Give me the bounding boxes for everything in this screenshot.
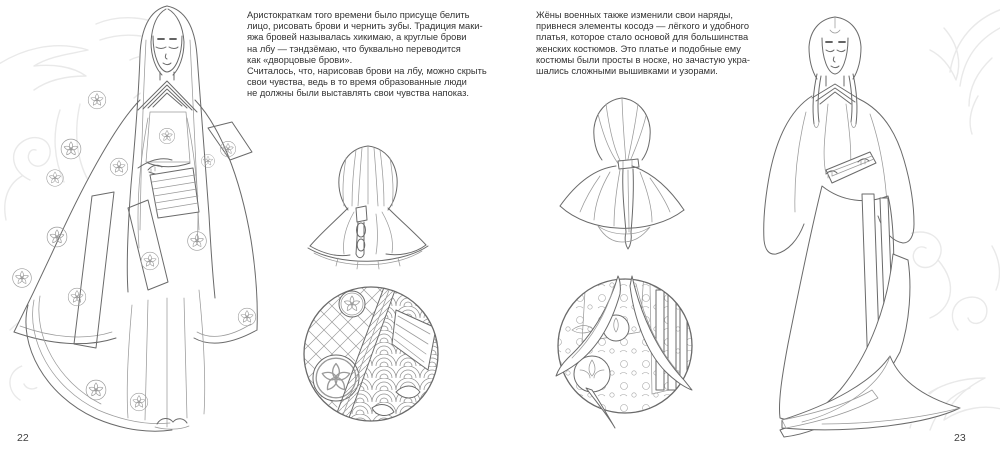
back-view-figure-illustration bbox=[550, 94, 692, 252]
left-figure-illustration bbox=[0, 0, 270, 440]
right-page-paragraph: Жёны военных также изменили свои наряды, привнеся элементы косодэ — лёгкого и удобного платья, которое стало основой для большинства женских костюмов. Это платье и подобные ему костюмы были просты в носке, но зачастую укра- шались сложными вышивками и узорами. bbox=[536, 10, 751, 77]
hair-back-view-illustration bbox=[298, 142, 438, 274]
fabric-detail-circle-left bbox=[300, 282, 442, 426]
left-page-paragraph: Аристократкам того времени было присуще белить лицо, рисовать брови и чернить зубы. Традиция маки- яжа бровей называлась хикимаю, а круглые брови на лбу — тэндзёмаю, что буквально переводится как «дворцовые брови». Считалось, что, нарисовав брови на лбу, можно скрыть свои чувства, ведь в то время образованные люди не должны были выставлять свои чувства напоказ. bbox=[247, 10, 487, 99]
fabric-detail-circle-right bbox=[552, 270, 698, 430]
left-page-number: 22 bbox=[17, 432, 29, 444]
right-figure-illustration bbox=[722, 4, 978, 438]
right-page-number: 23 bbox=[954, 432, 966, 444]
